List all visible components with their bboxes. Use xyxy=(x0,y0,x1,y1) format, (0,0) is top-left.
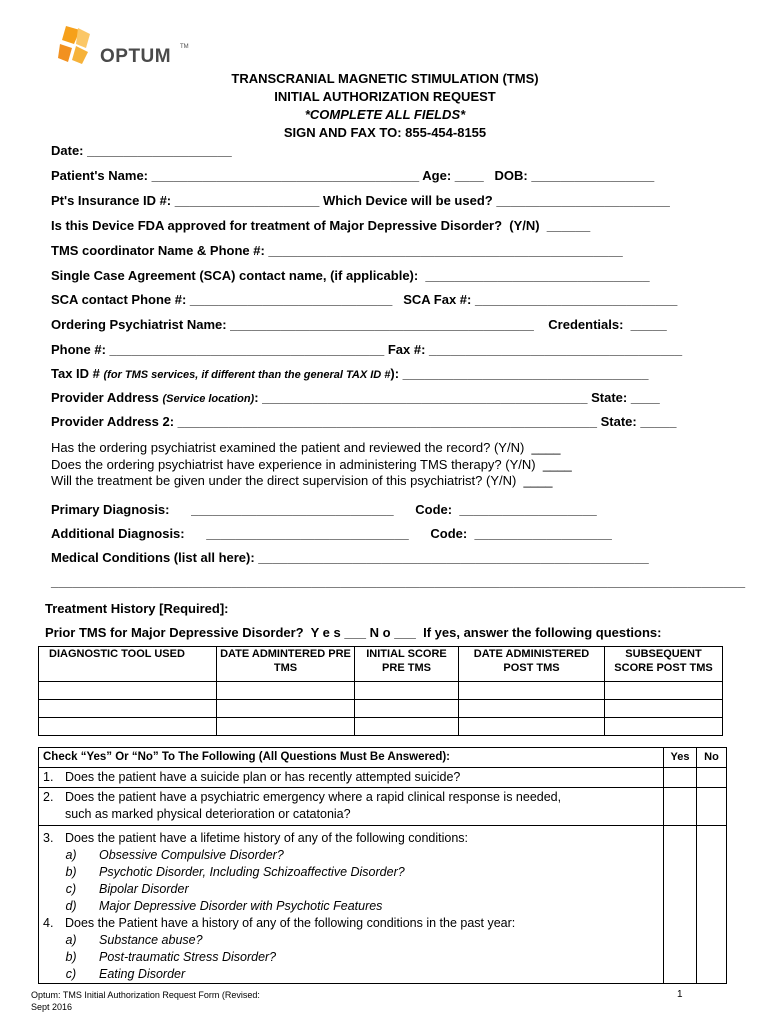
sub-question: Obsessive Compulsive Disorder? xyxy=(99,848,284,862)
table-row[interactable] xyxy=(39,700,723,718)
logo-trademark: TM xyxy=(180,44,189,50)
question-3-4 xyxy=(39,826,664,984)
treatment-history-table xyxy=(38,646,723,736)
table-header: INITIAL SCORE PRE TMS xyxy=(355,647,459,682)
provider-address2-field[interactable]: Provider Address 2: __________________________________________________________ State: _____ xyxy=(51,414,677,429)
sub-letter: c) xyxy=(65,882,77,896)
sub-letter: a) xyxy=(65,848,77,862)
medical-conditions-continued[interactable]: ________________________________________________________________________________________________ xyxy=(51,574,746,589)
question-text: Does the patient have a lifetime history of any of the following conditions: xyxy=(65,831,469,845)
table-cell[interactable] xyxy=(605,682,723,700)
yes-checkbox[interactable] xyxy=(664,768,697,788)
checklist-row xyxy=(39,826,727,984)
patient-name-field[interactable]: Patient's Name: _____________________________________ Age: ____ DOB: _________________ xyxy=(51,168,655,183)
question-number: 2. xyxy=(43,790,54,804)
sub-letter: a) xyxy=(65,933,77,947)
footer-line2: Sept 2016 xyxy=(31,1002,73,1012)
table-cell[interactable] xyxy=(459,700,605,718)
tax-id-label: Tax ID # xyxy=(51,366,104,381)
question-1 xyxy=(39,768,664,788)
yes-header: Yes xyxy=(664,748,697,768)
question-number: 3. xyxy=(43,831,54,845)
treatment-history-heading: Treatment History [Required]: xyxy=(45,601,229,616)
table-cell[interactable] xyxy=(355,682,459,700)
fda-approved-field[interactable]: Is this Device FDA approved for treatment of Major Depressive Disorder? (Y/N) ______ xyxy=(51,218,591,233)
tax-id-blank: ): __________________________________ xyxy=(390,366,649,381)
form-title-line1: TRANSCRANIAL MAGNETIC STIMULATION (TMS) xyxy=(231,71,539,86)
sub-letter: d) xyxy=(65,899,77,913)
provider-address-field[interactable] xyxy=(51,390,660,405)
examined-question[interactable]: Has the ordering psychiatrist examined the patient and reviewed the record? (Y/N) ____ xyxy=(51,440,561,455)
question-text: Does the patient have a psychiatric emergency where a rapid clinical response is needed, xyxy=(65,790,562,804)
no-checkbox[interactable] xyxy=(697,826,727,984)
yes-checkbox[interactable] xyxy=(664,788,697,826)
experience-question[interactable]: Does the ordering psychiatrist have experience in administering TMS therapy? (Y/N) ____ xyxy=(51,457,572,472)
checklist-header: Check “Yes” Or “No” To The Following (All Questions Must Be Answered): xyxy=(39,748,664,768)
table-cell[interactable] xyxy=(459,682,605,700)
table-cell[interactable] xyxy=(39,682,217,700)
insurance-id-field[interactable]: Pt's Insurance ID #: ____________________ Which Device will be used? ________________________ xyxy=(51,193,670,208)
sub-question: Major Depressive Disorder with Psychotic Features xyxy=(99,899,383,913)
question-text: Does the Patient have a history of any of the following conditions in the past year: xyxy=(65,916,516,930)
question-number: 4. xyxy=(43,916,54,930)
table-header: DATE ADMINISTERED POST TMS xyxy=(459,647,605,682)
table-cell[interactable] xyxy=(605,718,723,736)
sub-question: Substance abuse? xyxy=(99,933,203,947)
sub-question: Eating Disorder xyxy=(99,967,186,981)
additional-diagnosis-field[interactable]: Additional Diagnosis: ____________________________ Code: ___________________ xyxy=(51,526,612,541)
no-checkbox[interactable] xyxy=(697,788,727,826)
prior-tms-question[interactable]: Prior TMS for Major Depressive Disorder? Y e s ___ N o ___ If yes, answer the following questions: xyxy=(45,625,662,640)
sub-letter: c) xyxy=(65,967,77,981)
table-header-row xyxy=(39,647,723,682)
table-cell[interactable] xyxy=(605,700,723,718)
sub-letter: b) xyxy=(65,865,77,879)
sca-phone-field[interactable]: SCA contact Phone #: ____________________________ SCA Fax #: ____________________________ xyxy=(51,292,678,307)
tax-id-note: (for TMS services, if different than the general TAX ID # xyxy=(103,369,391,381)
table-cell[interactable] xyxy=(39,718,217,736)
supervision-question[interactable]: Will the treatment be given under the direct supervision of this psychiatrist? (Y/N) ____ xyxy=(51,473,553,488)
optum-logo-icon xyxy=(58,24,100,68)
footer-line1: Optum: TMS Initial Authorization Request Form (Revised: xyxy=(31,990,260,1000)
medical-conditions-field[interactable]: Medical Conditions (list all here): ______________________________________________________ xyxy=(51,550,649,565)
primary-diagnosis-field[interactable]: Primary Diagnosis: ____________________________ Code: ___________________ xyxy=(51,502,597,517)
coordinator-field[interactable]: TMS coordinator Name & Phone #: _________________________________________________ xyxy=(51,243,623,258)
checklist-row xyxy=(39,768,727,788)
checklist-header-row xyxy=(39,748,727,768)
checklist-row xyxy=(39,788,727,826)
table-cell[interactable] xyxy=(217,718,355,736)
checklist-table xyxy=(38,747,727,984)
sca-contact-field[interactable]: Single Case Agreement (SCA) contact name, (if applicable): _______________________________ xyxy=(51,268,650,283)
no-checkbox[interactable] xyxy=(697,768,727,788)
table-header: DIAGNOSTIC TOOL USED xyxy=(39,647,217,682)
fax-instruction: SIGN AND FAX TO: 855-454-8155 xyxy=(283,125,487,140)
sub-question: Psychotic Disorder, Including Schizoaffective Disorder? xyxy=(99,865,405,879)
table-cell[interactable] xyxy=(355,700,459,718)
form-title-line2: INITIAL AUTHORIZATION REQUEST xyxy=(274,89,496,104)
sub-question: Bipolar Disorder xyxy=(99,882,189,896)
table-cell[interactable] xyxy=(39,700,217,718)
yes-checkbox[interactable] xyxy=(664,826,697,984)
form-title-line3: *COMPLETE ALL FIELDS* xyxy=(304,107,466,122)
table-row[interactable] xyxy=(39,682,723,700)
sub-question: Post-traumatic Stress Disorder? xyxy=(99,950,277,964)
address-label: Provider Address xyxy=(51,390,163,405)
optum-logo xyxy=(58,24,198,68)
footer xyxy=(31,989,260,1013)
table-cell[interactable] xyxy=(217,700,355,718)
table-cell[interactable] xyxy=(355,718,459,736)
table-header: SUBSEQUENT SCORE POST TMS xyxy=(605,647,723,682)
tax-id-field[interactable] xyxy=(51,366,649,381)
phone-fax-field[interactable]: Phone #: ______________________________________ Fax #: ___________________________________ xyxy=(51,342,683,357)
page-number: 1 xyxy=(677,989,683,1000)
question-text: Does the patient have a suicide plan or has recently attempted suicide? xyxy=(65,770,461,784)
table-row[interactable] xyxy=(39,718,723,736)
table-header: DATE ADMINTERED PRE TMS xyxy=(217,647,355,682)
question-2 xyxy=(39,788,664,826)
address-note: (Service location) xyxy=(162,393,255,405)
no-header: No xyxy=(697,748,727,768)
sub-letter: b) xyxy=(65,950,77,964)
table-cell[interactable] xyxy=(217,682,355,700)
question-number: 1. xyxy=(43,770,54,784)
date-field[interactable]: Date: ____________________ xyxy=(51,143,232,158)
psychiatrist-field[interactable]: Ordering Psychiatrist Name: __________________________________________ Credentials: _____ xyxy=(51,317,667,332)
address-blank: : _____________________________________________ State: ____ xyxy=(254,390,660,405)
logo-text: OPTUM xyxy=(100,46,172,67)
table-cell[interactable] xyxy=(459,718,605,736)
question-text: such as marked physical deterioration or catatonia? xyxy=(65,807,351,821)
